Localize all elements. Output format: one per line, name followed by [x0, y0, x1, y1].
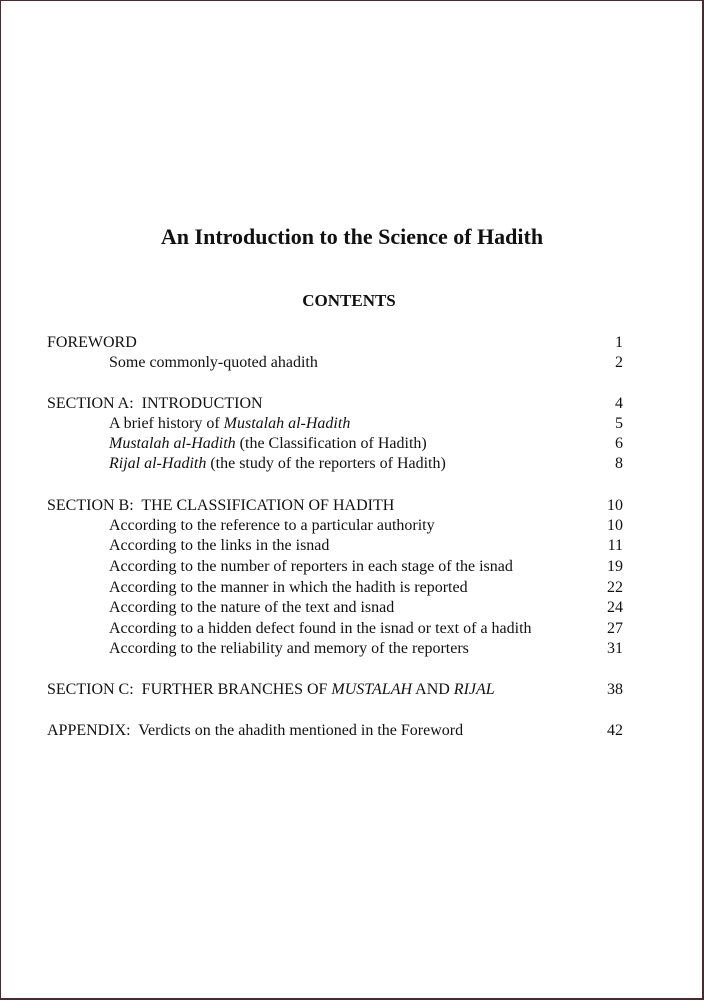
label-text: Some commonly-quoted ahadith: [109, 354, 318, 371]
toc-subentry: [0, 353, 704, 373]
toc-subentry: [0, 454, 704, 474]
toc-page-number: 6: [615, 435, 623, 452]
toc-entry-label: [47, 333, 137, 353]
label-text: According to the reference to a particular authority: [109, 517, 435, 534]
toc-section-entry: [0, 496, 704, 516]
toc-entry-label: [109, 414, 350, 434]
toc-page-number: 24: [607, 599, 623, 616]
toc-subentry: [0, 414, 704, 434]
toc-entry-label: [109, 454, 446, 474]
toc-subentry: [0, 619, 704, 639]
toc-section-entry: [0, 333, 704, 353]
label-text: APPENDIX: Verdicts on the ahadith mentioned in the Foreword: [47, 722, 464, 739]
toc-entry-label: [109, 516, 435, 536]
toc-subentry: [0, 536, 704, 556]
toc-entry-label: [109, 578, 468, 598]
toc-subentry: [0, 516, 704, 536]
toc-page-number: 31: [607, 640, 623, 657]
toc-page-number: 38: [607, 681, 623, 698]
toc-page-number: 42: [607, 722, 623, 739]
italic-term: Rijal al-Hadith: [109, 455, 207, 472]
toc-page-number: 1: [615, 334, 623, 351]
label-text: According to the nature of the text and isnad: [109, 599, 395, 616]
toc-section-entry: [0, 680, 704, 700]
toc-page-number: 8: [615, 455, 623, 472]
toc-entry-label: [109, 598, 394, 618]
label-text: SECTION C: FURTHER BRANCHES OF: [47, 681, 332, 698]
toc-subentry: [0, 434, 704, 454]
label-text: According to the links in the isnad: [109, 537, 330, 554]
label-text: FOREWORD: [47, 334, 137, 351]
toc-entry-label: [47, 496, 394, 516]
label-text: SECTION A: INTRODUCTION: [47, 395, 263, 412]
toc-page-number: 27: [607, 620, 623, 637]
toc-page-number: 2: [615, 354, 623, 371]
toc-entry-label: [47, 394, 263, 414]
toc-subentry: [0, 557, 704, 577]
label-text: AND: [412, 681, 454, 698]
italic-term: MUSTALAH: [331, 681, 413, 698]
toc-subentry: [0, 598, 704, 618]
toc-entry-label: [109, 434, 427, 454]
toc-page-number: 22: [607, 579, 623, 596]
label-text: (the study of the reporters of Hadith): [206, 455, 446, 472]
toc-page-number: 10: [607, 497, 623, 514]
contents-heading: CONTENTS: [302, 291, 396, 310]
label-text: According to a hidden defect found in the isnad or text of a hadith: [109, 620, 532, 637]
toc-subentry: [0, 639, 704, 659]
label-text: SECTION B: THE CLASSIFICATION OF HADITH: [47, 497, 395, 514]
toc-entry-label: [109, 353, 318, 373]
toc-entry-label: [109, 639, 469, 659]
book-title: An Introduction to the Science of Hadith: [160, 224, 544, 249]
toc-page-number: 11: [607, 537, 623, 554]
label-text: (the Classification of Hadith): [235, 435, 427, 452]
italic-term: RIJAL: [453, 681, 495, 698]
label-text: According to the number of reporters in each stage of the isnad: [109, 558, 513, 575]
toc-page-number: 5: [615, 415, 623, 432]
toc-subentry: [0, 578, 704, 598]
toc-section-entry: [0, 394, 704, 414]
label-text: A brief history of: [109, 415, 224, 432]
italic-term: Mustalah al-Hadith: [223, 415, 351, 432]
toc-page-number: 19: [607, 558, 623, 575]
label-text: According to the reliability and memory of the reporters: [109, 640, 469, 657]
toc-page-number: 4: [615, 395, 623, 412]
italic-term: Mustalah al-Hadith: [109, 435, 236, 452]
toc-entry-label: [47, 680, 495, 700]
toc-entry-label: [109, 536, 329, 556]
toc-entry-label: [109, 557, 513, 577]
toc-entry-label: [47, 721, 463, 741]
toc-section-entry: [0, 721, 704, 741]
toc-page-number: 10: [607, 517, 623, 534]
toc-entry-label: [109, 619, 532, 639]
label-text: According to the manner in which the hadith is reported: [109, 579, 468, 596]
